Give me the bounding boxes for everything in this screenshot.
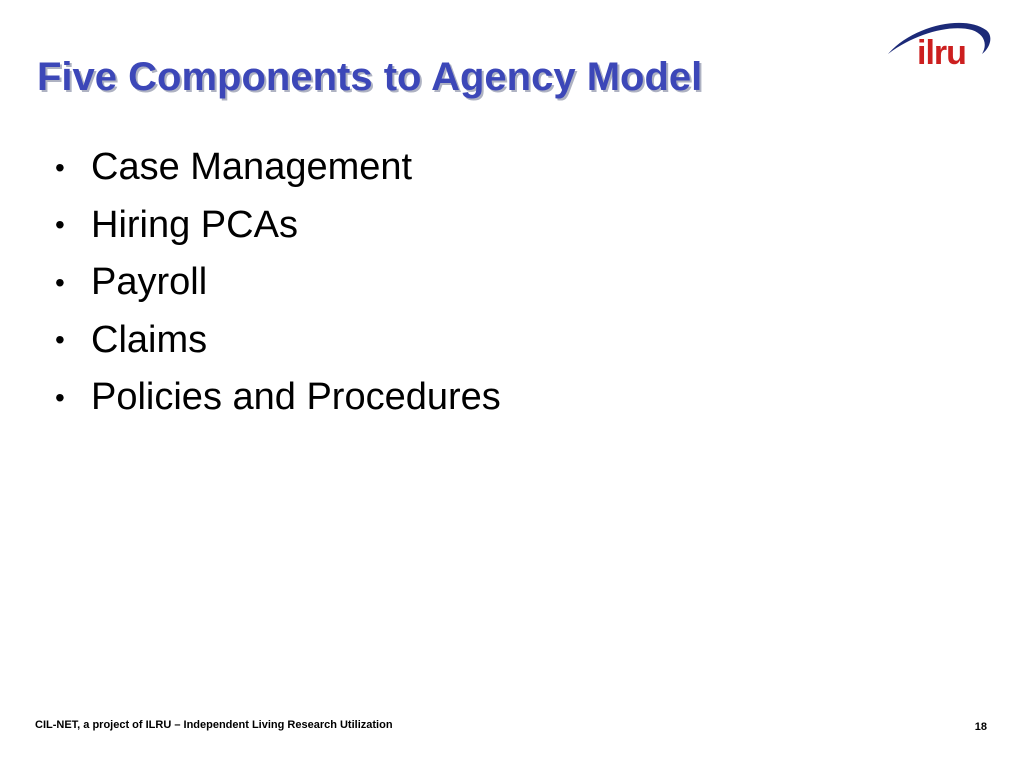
logo-text: ilru (917, 34, 966, 72)
bullet-icon: • (55, 266, 65, 298)
bullet-text: Policies and Procedures (91, 376, 501, 419)
list-item (55, 254, 501, 312)
bullet-list (55, 139, 501, 427)
slide-title: Five Components to Agency Model (37, 55, 703, 99)
bullet-text: Claims (91, 318, 208, 361)
bullet-icon: • (55, 151, 65, 183)
bullet-text: Case Management (91, 146, 413, 189)
list-item (55, 312, 501, 370)
list-item (55, 369, 501, 427)
list-item (55, 139, 501, 197)
list-item (55, 197, 501, 255)
bullet-text: Hiring PCAs (91, 203, 298, 246)
page-number: 18 (974, 721, 987, 733)
bullet-icon: • (55, 209, 65, 241)
bullet-icon: • (55, 324, 65, 356)
bullet-text: Payroll (91, 261, 208, 304)
ilru-logo (884, 14, 994, 74)
footer-text: CIL-NET, a project of ILRU – Independent Living Research Utilization (35, 719, 393, 731)
bullet-icon: • (55, 381, 65, 413)
